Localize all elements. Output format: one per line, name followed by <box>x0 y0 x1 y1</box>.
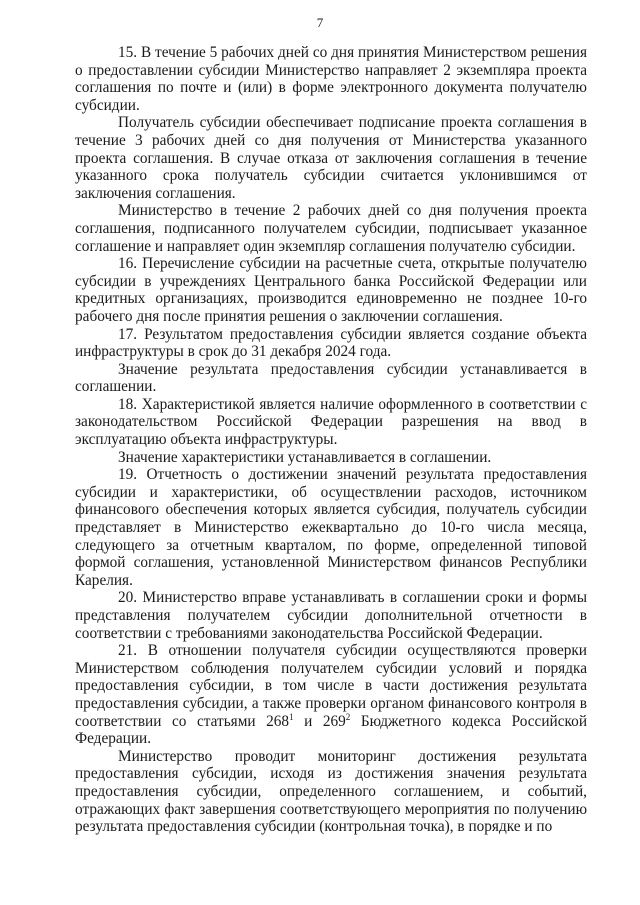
paragraph-21-monitoring: Министерство проводит мониторинг достижения результата предоставления субсидии, исходя из достижения значения результата предоставления субсидии, определенного соглашением, и событий, отражающих факт завершения соответствующего мероприятия по получению результата предоставления субсидии (контрольная точка), в порядке и по <box>75 747 587 836</box>
paragraph-21-text-b: и 269 <box>293 712 346 730</box>
page-number: 7 <box>316 15 324 30</box>
document-body <box>75 44 587 836</box>
paragraph-18-value: Значение характеристики устанавливается в соглашении. <box>118 448 492 466</box>
paragraph-17: 17. Результатом предоставления субсидии является создание объекта инфраструктуры в срок до 31 декабря 2024 года. <box>75 325 587 361</box>
paragraph-19: 19. Отчетность о достижении значений результата предоставления субсидии и характеристики, об осуществлении расходов, источником финансового обеспечения которых является субсидия, получатель субсидии представляет в Министерство ежеквартально до 10-го числа месяца, следующего за отчетным кварталом, по форме, определенной типовой формой соглашения, установленной Министерством финансов Республики Карелия. <box>75 466 587 589</box>
footnote-superscript-1: 1 <box>289 711 294 722</box>
paragraph-17-value: Значение результата предоставления субсидии устанавливается в соглашении. <box>75 360 587 396</box>
paragraph-18: 18. Характеристикой является наличие оформленного в соответствии с законодательством Российской Федерации разрешения на ввод в эксплуатацию объекта инфраструктуры. <box>75 395 587 449</box>
footnote-superscript-2: 2 <box>345 711 351 722</box>
paragraph-15: 15. В течение 5 рабочих дней со дня принятия Министерством решения о предоставлении субсидии Министерство направляет 2 экземпляра проекта соглашения по почте и (или) в форме электронного документа получателю субсидии. <box>75 44 587 114</box>
paragraph-15-signing: Получатель субсидии обеспечивает подписание проекта соглашения в течение 3 рабочих дней со дня получения от Министерства указанного проекта соглашения. В случае отказа от заключения соглашения в течение указанного срока получатель субсидии считается уклонившимся от заключения соглашения. <box>75 114 587 202</box>
paragraph-20: 20. Министерство вправе устанавливать в соглашении сроки и формы представления получателем субсидии дополнительной отчетности в соответствии с требованиями законодательства Российской Федерации. <box>75 589 587 642</box>
paragraph-21-text-c: Бюджетного кодекса Российской Федерации. <box>75 712 587 748</box>
paragraph-21 <box>75 642 587 748</box>
paragraph-15-ministry-signing: Министерство в течение 2 рабочих дней со дня получения проекта соглашения, подписанного получателем субсидии, подписывает указанное соглашение и направляет один экземпляр соглашения получателю субсидии. <box>75 202 587 255</box>
paragraph-21-text-a: 21. В отношении получателя субсидии осуществляются проверки Министерством соблюдения получателем субсидии условий и порядка предоставления субсидии, в том числе в части достижения результата предоставления субсидии, а также проверки органом финансового контроля в соответствии со статьями 268 <box>75 642 587 730</box>
paragraph-16: 16. Перечисление субсидии на расчетные счета, открытые получателю субсидии в учреждениях Центрального банка Российской Федерации или кредитных организациях, производится единовременно не позднее 10-го рабочего дня после принятия решения о заключении соглашения. <box>75 255 587 325</box>
